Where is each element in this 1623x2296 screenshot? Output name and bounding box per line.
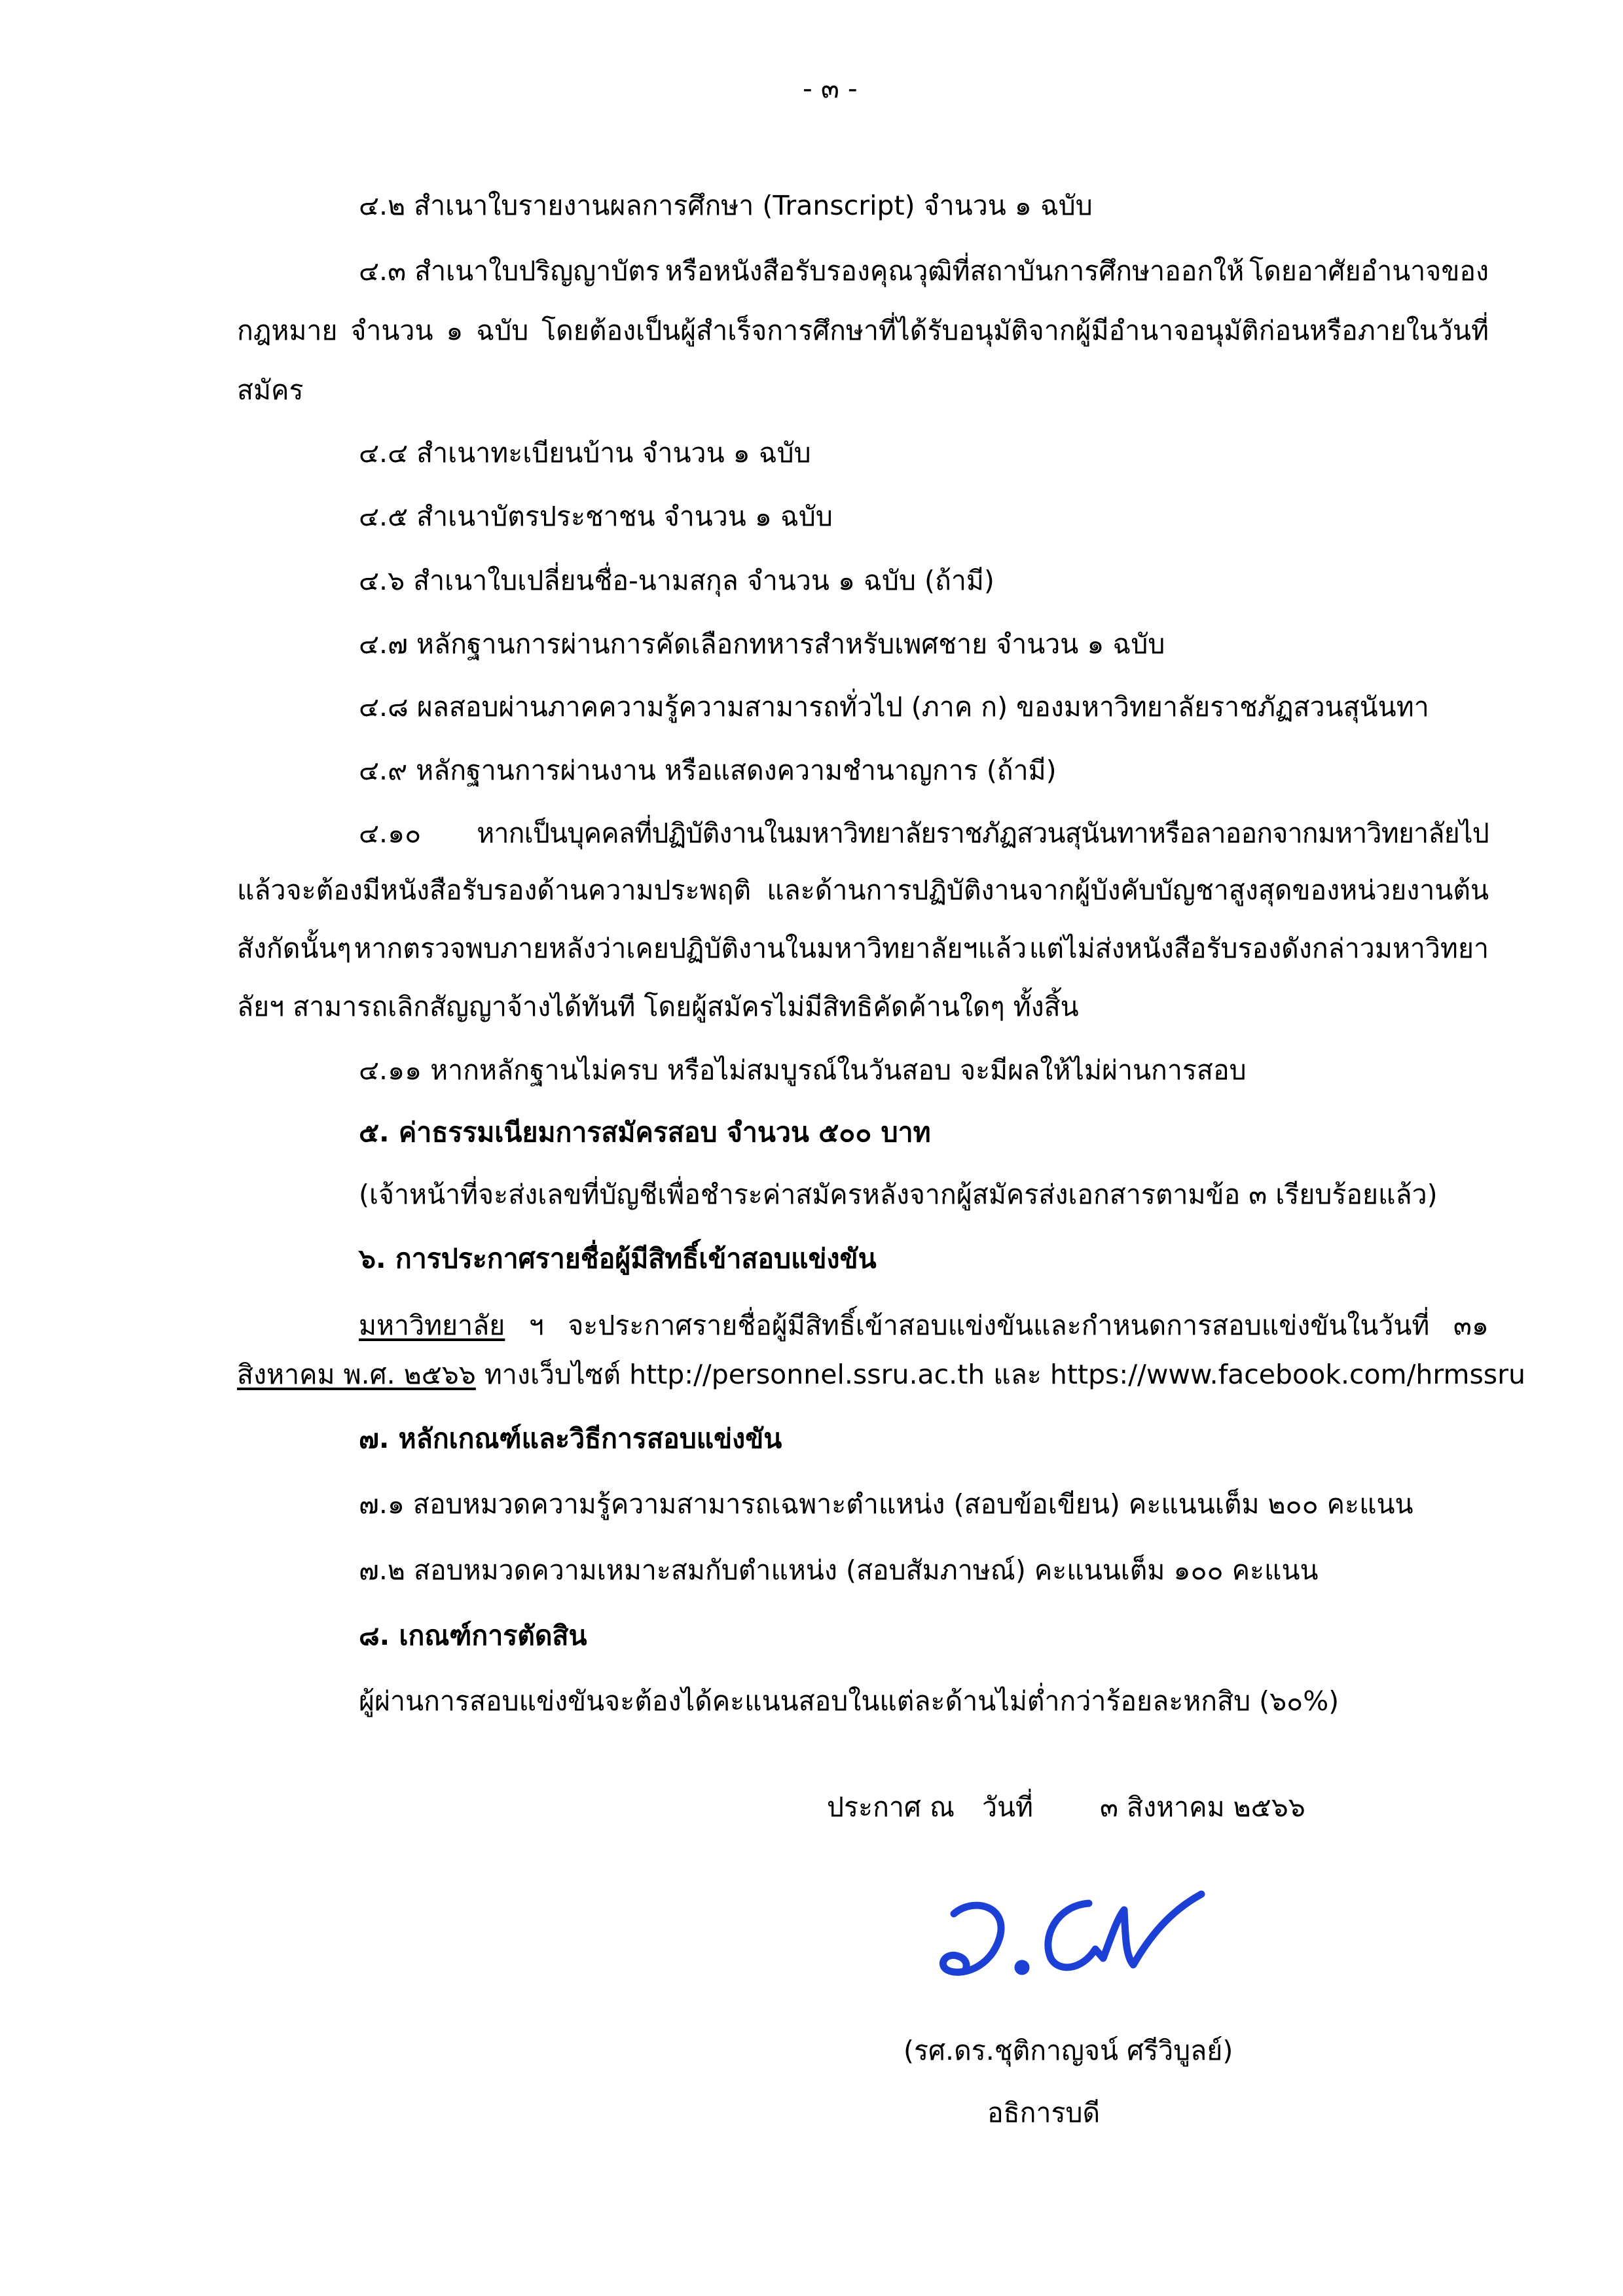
section-7-heading: ๗. หลักเกณฑ์และวิธีการสอบแข่งขัน <box>359 1423 782 1454</box>
item-4-2: ๔.๒ สำเนาใบรายงานผลการศึกษา (Transcript) จำนวน ๑ ฉบับ <box>359 190 1093 221</box>
section-7-item-1: ๗.๑ สอบหมวดความรู้ความสามารถเฉพาะตำแหน่ง (สอบข้อเขียน) คะแนนเต็ม ๒๐๐ คะแนน <box>359 1488 1413 1520</box>
item-4-3-line-2 <box>237 314 1489 347</box>
item-4-3-word: จำนวน <box>350 315 433 346</box>
item-4-4: ๔.๔ สำเนาทะเบียนบ้าน จำนวน ๑ ฉบับ <box>359 437 811 469</box>
section-7-item-2: ๗.๒ สอบหมวดความเหมาะสมกับตำแหน่ง (สอบสัมภาษณ์) คะแนนเต็ม ๑๐๐ คะแนน <box>359 1554 1319 1586</box>
item-4-9: ๔.๙ หลักฐานการผ่านงาน หรือแสดงความชำนาญการ (ถ้ามี) <box>359 755 1057 786</box>
section-5-note: (เจ้าหน้าที่จะส่งเลขที่บัญชีเพื่อชำระค่าสมัครหลังจากผู้สมัครส่งเอกสารตามข้อ ๓ เรียบร้อยแล้ว) <box>359 1179 1438 1210</box>
item-4-10-word: หากตรวจพบภายหลังว่าเคยปฏิบัติงานในมหาวิทยาลัยฯแล้ว <box>354 933 1027 964</box>
item-4-10-line-4: ลัยฯ สามารถเลิกสัญญาจ้างได้ทันที โดยผู้สมัครไม่มีสิทธิคัดค้านใดๆ ทั้งสิ้น <box>237 991 1079 1022</box>
item-4-3-word: ๑ <box>446 315 464 346</box>
item-4-10-line-3 <box>237 932 1489 965</box>
section-6-word: ๓๑ <box>1453 1310 1489 1341</box>
section-6-word: ฯ <box>528 1310 544 1341</box>
item-4-5: ๔.๕ สำเนาบัตรประชาชน จำนวน ๑ ฉบับ <box>359 501 833 532</box>
section-6-word: จะประกาศรายชื่อผู้มีสิทธิ์เข้าสอบแข่งขันและกำหนดการสอบแข่งขันในวันที่ <box>568 1310 1430 1341</box>
item-4-3-word: หรือหนังสือรับรองคุณวุฒิที่สถาบันการศึกษาออกให้ <box>665 255 1245 287</box>
item-4-3-line-3: สมัคร <box>237 374 304 406</box>
item-4-10-number: ๔.๑๐ <box>359 817 422 849</box>
announcement-date: ๓ สิงหาคม ๒๕๖๖ <box>1100 1791 1305 1823</box>
item-4-10-word: สังกัดนั้นๆ <box>237 933 352 964</box>
announcement-prefix: ประกาศ ณ <box>827 1791 955 1823</box>
section-8-heading: ๘. เกณฑ์การตัดสิน <box>359 1620 587 1651</box>
item-4-3-line-1 <box>359 255 1489 287</box>
section-6-line-2 <box>237 1358 1525 1391</box>
item-4-10-word: แล้วจะต้องมีหนังสือรับรองด้านความประพฤติ <box>237 874 752 906</box>
website-text: ทางเว็บไซต์ http://personnel.ssru.ac.th และ https://www.facebook.com/hrmssru <box>475 1359 1526 1390</box>
signature-image <box>913 1872 1214 1996</box>
item-4-3-word: โดยอาศัยอำนาจของ <box>1249 255 1489 287</box>
item-4-3-word: โดยต้องเป็นผู้สำเร็จการศึกษาที่ได้รับอนุมัติจากผู้มีอำนาจอนุมัติก่อนหรือภายในวันที่ <box>541 315 1489 346</box>
page-number: - ๓ - <box>803 73 858 104</box>
item-4-6: ๔.๖ สำเนาใบเปลี่ยนชื่อ-นามสกุล จำนวน ๑ ฉบับ (ถ้ามี) <box>359 565 994 596</box>
signer-title: อธิการบดี <box>987 2097 1101 2128</box>
section-6-line-1 <box>359 1309 1489 1342</box>
item-4-10-line-2 <box>237 874 1489 906</box>
item-4-7: ๔.๗ หลักฐานการผ่านการคัดเลือกทหารสำหรับเพศชาย จำนวน ๑ ฉบับ <box>359 628 1165 660</box>
section-5-heading: ๕. ค่าธรรมเนียมการสมัครสอบ จำนวน ๕๐๐ บาท <box>359 1117 931 1148</box>
item-4-10-word: และด้านการปฏิบัติงานจากผู้บังคับบัญชาสูงสุดของหน่วยงานต้น <box>767 874 1489 906</box>
announce-date-underlined: สิงหาคม พ.ศ. ๒๕๖๖ <box>237 1359 476 1390</box>
item-4-3-word: ฉบับ <box>476 315 529 346</box>
item-4-10-word: แต่ไม่ส่งหนังสือรับรองดังกล่าวมหาวิทยา <box>1029 933 1489 964</box>
item-4-3-word: กฎหมาย <box>237 315 338 346</box>
item-4-10-line-1: หากเป็นบุคคลที่ปฏิบัติงานในมหาวิทยาลัยราชภัฏสวนสุนันทาหรือลาออกจากมหาวิทยาลัยไป <box>477 817 1489 849</box>
item-4-11: ๔.๑๑ หากหลักฐานไม่ครบ หรือไม่สมบูรณ์ในวันสอบ จะมีผลให้ไม่ผ่านการสอบ <box>359 1054 1247 1086</box>
section-6-word: มหาวิทยาลัย <box>359 1310 505 1341</box>
item-4-3-word: ๔.๓ สำเนาใบปริญญาบัตร <box>359 255 660 287</box>
section-8-text: ผู้ผ่านการสอบแข่งขันจะต้องได้คะแนนสอบในแต่ละด้านไม่ต่ำกว่าร้อยละหกสิบ (๖๐%) <box>359 1685 1340 1717</box>
section-6-heading: ๖. การประกาศรายชื่อผู้มีสิทธิ์เข้าสอบแข่งขัน <box>359 1243 877 1274</box>
signer-name: (รศ.ดร.ชุติกาญจน์ ศรีวิบูลย์) <box>903 2035 1233 2066</box>
item-4-8: ๔.๘ ผลสอบผ่านภาคความรู้ความสามารถทั่วไป (ภาค ก) ของมหาวิทยาลัยราชภัฏสวนสุนันทา <box>359 691 1429 723</box>
announcement-date-label: วันที่ <box>982 1791 1034 1823</box>
